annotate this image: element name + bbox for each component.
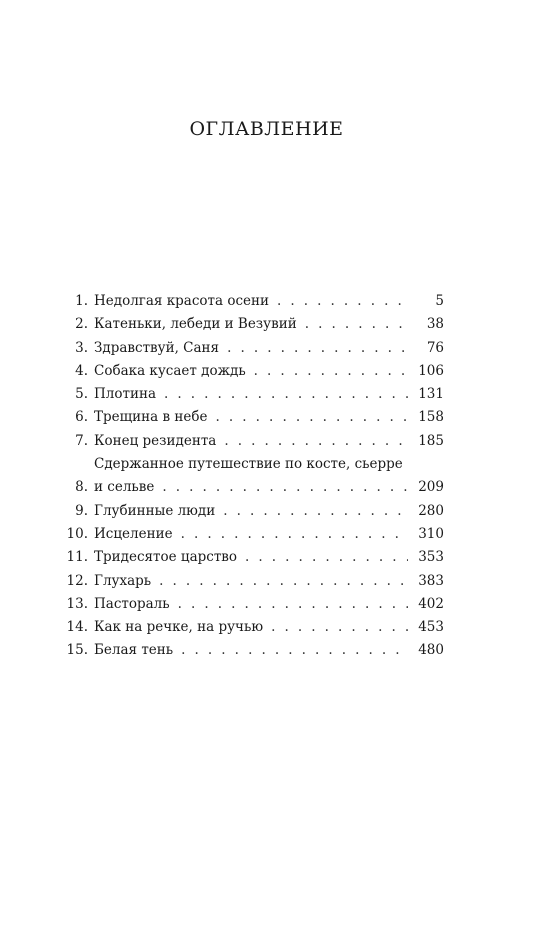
toc-entry-body <box>94 313 444 336</box>
toc-entry-number: 7. <box>75 432 88 449</box>
toc-entry-number: 3. <box>75 339 88 356</box>
toc-page-number: 353 <box>418 549 444 566</box>
toc-entry-body <box>94 546 444 569</box>
toc-entry-title: Исцеление <box>94 525 173 542</box>
toc-entry-line <box>94 313 444 336</box>
toc-entry-number: 5. <box>75 386 88 403</box>
dot-leader <box>227 337 408 360</box>
toc-entry-number: 14. <box>66 619 88 636</box>
toc-entry-body <box>94 337 444 360</box>
dot-leader <box>224 430 408 453</box>
dot-leader <box>178 593 408 616</box>
toc-entry <box>60 313 444 336</box>
toc-entry-title: Пастораль <box>94 595 170 612</box>
toc-page-number: 158 <box>418 409 444 426</box>
toc-entry <box>60 453 444 500</box>
toc-entry-title: Собака кусает дождь <box>94 362 246 379</box>
toc-entry-number: 11. <box>66 549 88 566</box>
page-title: ОГЛАВЛЕНИЕ <box>189 118 344 140</box>
toc-entry-body <box>94 500 444 523</box>
toc-entry-line <box>94 500 444 523</box>
toc-page-number: 209 <box>418 479 444 496</box>
toc-entry-line <box>94 639 444 662</box>
toc-page-number: 402 <box>418 595 444 612</box>
toc-entry-title: Здравствуй, Саня <box>94 339 220 356</box>
toc-entry-number: 13. <box>66 595 88 612</box>
toc-entry <box>60 406 444 429</box>
toc-entry-body <box>94 406 444 429</box>
toc-entry <box>60 616 444 639</box>
toc-entry-title: Плотина <box>94 386 156 403</box>
toc-entry-title: Глубинные люди <box>94 502 216 519</box>
toc-entry-title: Как на речке, на ручью <box>94 619 264 636</box>
toc-entry-body <box>94 570 444 593</box>
dot-leader <box>245 546 408 569</box>
toc-entry <box>60 546 444 569</box>
toc-entry <box>60 383 444 406</box>
toc-entry-line <box>94 593 444 616</box>
toc-page-number: 280 <box>418 502 444 519</box>
toc-entry <box>60 430 444 453</box>
dot-leader <box>254 360 408 383</box>
toc-entry-number: 10. <box>66 525 88 542</box>
toc-entry-body <box>94 360 444 383</box>
toc-page-number: 383 <box>418 572 444 589</box>
toc-page-number: 310 <box>418 525 444 542</box>
toc-entry-body <box>94 616 444 639</box>
toc-entry-line <box>94 383 444 406</box>
toc-entry-line <box>94 476 444 499</box>
toc-page-number: 185 <box>418 432 444 449</box>
toc-entry-title: Трещина в небе <box>94 409 208 426</box>
toc-entry-title: Глухарь <box>94 572 152 589</box>
toc-page-number: 480 <box>418 642 444 659</box>
toc-entry-title: и сельве <box>94 479 155 496</box>
dot-leader <box>223 500 408 523</box>
toc-entry <box>60 523 444 546</box>
toc-page-number: 76 <box>426 339 444 356</box>
toc-entry <box>60 360 444 383</box>
toc-entry-body <box>94 639 444 662</box>
toc-entry <box>60 570 444 593</box>
toc-entry-line <box>94 337 444 360</box>
toc-entry-line <box>94 523 444 546</box>
toc-page-number: 131 <box>418 386 444 403</box>
toc-entry-line <box>94 616 444 639</box>
toc-entry <box>60 639 444 662</box>
toc-entry-line <box>94 430 444 453</box>
toc-entry-line <box>94 290 444 313</box>
toc-entry-number: 2. <box>75 316 88 333</box>
toc-entry-body <box>94 383 444 406</box>
toc-entry-line <box>94 570 444 593</box>
dot-leader <box>216 406 408 429</box>
dot-leader <box>181 523 408 546</box>
dot-leader <box>181 639 408 662</box>
toc-entry-body <box>94 430 444 453</box>
dot-leader <box>164 383 408 406</box>
toc-entry <box>60 593 444 616</box>
toc-page-number: 106 <box>418 362 444 379</box>
toc-entry-title: Недолгая красота осени <box>94 293 270 309</box>
toc-entry-body <box>94 453 444 500</box>
toc-entry-title: Белая тень <box>94 642 174 659</box>
toc-page-number: 453 <box>418 619 444 636</box>
toc-entry-number: 12. <box>66 572 88 589</box>
toc-entry-number: 9. <box>75 502 88 519</box>
toc-entry-title: Тридесятое царство <box>94 549 238 566</box>
toc-entry-line <box>94 453 444 476</box>
toc-page-number: 38 <box>426 316 444 333</box>
toc-entry-title: Конец резидента <box>94 432 217 449</box>
toc-entry-line <box>94 406 444 429</box>
toc-entry-body <box>94 523 444 546</box>
toc-entry-number: 8. <box>75 479 88 496</box>
toc-entry <box>60 500 444 523</box>
dot-leader <box>159 570 408 593</box>
dot-leader <box>162 476 408 499</box>
toc-entry-line <box>94 360 444 383</box>
toc-entry-line <box>94 546 444 569</box>
toc-entry-number: 1. <box>75 293 88 309</box>
toc-entry <box>60 337 444 360</box>
toc-entry-number: 6. <box>75 409 88 426</box>
dot-leader <box>277 290 408 313</box>
toc-entry-title: Катеньки, лебеди и Везувий <box>94 316 297 333</box>
dot-leader <box>271 616 408 639</box>
toc-entry <box>60 290 444 313</box>
toc-entry-body <box>94 593 444 616</box>
dot-leader <box>305 313 408 336</box>
toc-entry-title: Сдержанное путешествие по косте, сьерре <box>94 456 403 473</box>
toc-page-number: 5 <box>435 293 444 309</box>
toc-entry-number: 15. <box>66 642 88 659</box>
toc-entry-body <box>94 290 444 313</box>
table-of-contents <box>60 290 444 663</box>
toc-entry-number: 4. <box>75 362 88 379</box>
